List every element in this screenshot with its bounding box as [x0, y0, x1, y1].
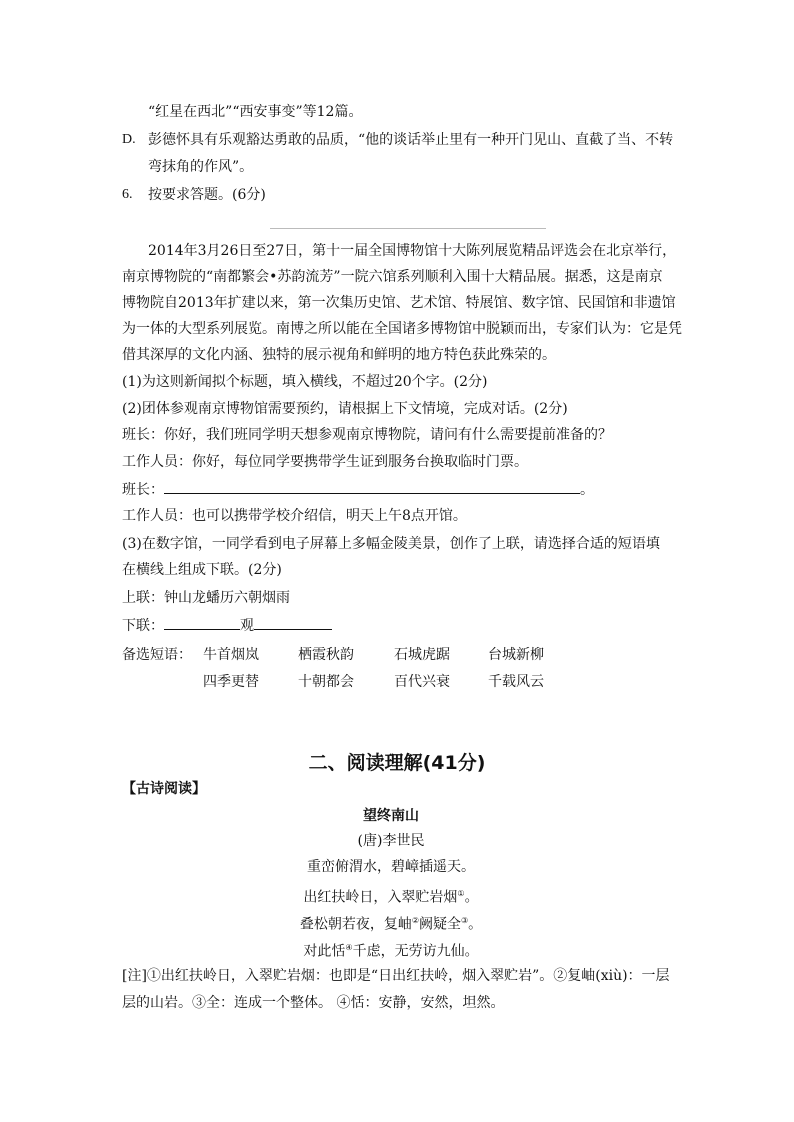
poem-line-2-end: 。	[464, 889, 479, 906]
note-marker: ④	[345, 943, 353, 952]
note-marker: ②	[411, 916, 419, 925]
option-phrase: 栖霞秋韵	[298, 647, 354, 663]
option-c-continuation: “红星在西北”“西安事变”等12篇。	[148, 104, 363, 120]
couplet-first-line: 上联：钟山龙蟠历六朝烟雨	[122, 590, 290, 606]
option-d-label: D.	[122, 132, 136, 147]
poem-line-3-end: 。	[468, 916, 483, 933]
dialog-line-4: 工作人员：也可以携带学校介绍信，明天上午8点开馆。	[122, 508, 467, 524]
news-line-4: 为一体的大型系列展览。南博之所以能在全国诸多博物馆中脱颖而出，专家们认为：它是凭	[122, 321, 682, 337]
question-6-label: 6.	[122, 187, 133, 202]
poem-line-2	[0, 884, 788, 908]
option-phrase: 十朝都会	[298, 674, 354, 690]
option-d-line2: 弯抹角的作风”。	[148, 159, 254, 175]
news-line-1: 2014年3月26日至27日，第十一届全国博物馆十大陈列展览精品评选会在北京举行，	[148, 243, 677, 259]
option-d-line1: 彭德怀具有乐观豁达勇敢的品质，“他的谈话举止里有一种开门见山、直截了当、不转	[148, 132, 674, 148]
couplet-second-line	[122, 615, 332, 636]
poem-line-4-text-b: 千虑，无劳访九仙。	[352, 943, 479, 960]
news-line-2: 南京博物院的“南都繁会•苏韵流芳”一院六馆系列顺利入围十大精品展。据悉，这是南京	[122, 269, 663, 285]
poem-line-3	[0, 911, 788, 935]
answer-blank-couplet-1[interactable]	[164, 615, 240, 630]
poem-title: 望终南山	[363, 808, 419, 824]
poem-line-2-text: 出红扶岭日，入翠贮岩烟	[303, 889, 458, 906]
dialog-speaker-label: 班长：	[122, 482, 164, 498]
dialog-end-punct: 。	[580, 482, 594, 498]
option-phrase: 四季更替	[203, 674, 259, 690]
subquestion-3-line2: 在横线上组成下联。(2分)	[122, 562, 282, 578]
answer-blank-couplet-2[interactable]	[254, 615, 332, 630]
poem-line-3-text-b: 阙疑全	[419, 916, 461, 933]
answer-blank-dialog[interactable]	[164, 479, 580, 494]
option-phrase: 石城虎踞	[394, 647, 450, 663]
poem-notes-line-2: 层的山岩。③全：连成一个整体。 ④恬：安静，安然，坦然。	[122, 995, 505, 1011]
poem-section-label: 【古诗阅读】	[122, 781, 206, 797]
dialog-line-2: 工作人员：你好，每位同学要携带学生证到服务台换取临时门票。	[122, 454, 528, 470]
section-2-title: 二、阅读理解(41分)	[308, 752, 486, 774]
dialog-line-3	[122, 479, 594, 500]
option-phrase: 千载风云	[488, 674, 544, 690]
divider-line	[270, 228, 546, 229]
poem-line-1: 重峦俯渭水，碧嶂插遥天。	[307, 859, 475, 875]
news-line-5: 借其深厚的文化内涵、独特的展示视角和鲜明的地方特色获此殊荣的。	[122, 347, 556, 363]
poem-line-4	[0, 938, 788, 962]
news-line-3: 博物院自2013年扩建以来，第一次集历史馆、艺术馆、特展馆、数字馆、民国馆和非遗馆	[122, 295, 676, 311]
poem-line-3-text-a: 叠松朝若夜，复岫	[299, 916, 412, 933]
couplet-second-label: 下联：	[122, 618, 164, 634]
options-label: 备选短语：	[122, 647, 192, 663]
poem-author: (唐)李世民	[357, 833, 425, 849]
note-marker: ③	[461, 916, 469, 925]
note-marker: ①	[457, 889, 465, 898]
dialog-line-1: 班长：你好，我们班同学明天想参观南京博物院，请问有什么需要提前准备的？	[122, 427, 612, 443]
subquestion-1: (1)为这则新闻拟个标题，填入横线，不超过20个字。(2分)	[122, 374, 488, 390]
question-6-text: 按要求答题。(6分)	[148, 187, 266, 203]
couplet-second-mid: 观	[240, 618, 254, 634]
option-phrase: 百代兴衰	[394, 674, 450, 690]
poem-notes-line-1: [注]①出红扶岭日，入翠贮岩烟：也即是“日出红扶岭，烟入翠贮岩”。②复岫(xiù)：一层	[122, 968, 670, 984]
option-phrase: 台城新柳	[488, 647, 544, 663]
subquestion-3-line1: (3)在数字馆，一同学看到电子屏幕上多幅金陵美景，创作了上联，请选择合适的短语填	[122, 536, 660, 552]
poem-line-4-text-a: 对此恬	[303, 943, 346, 960]
subquestion-2: (2)团体参观南京博物馆需要预约，请根据上下文情境，完成对话。(2分)	[122, 401, 568, 417]
option-phrase: 牛首烟岚	[203, 647, 259, 663]
